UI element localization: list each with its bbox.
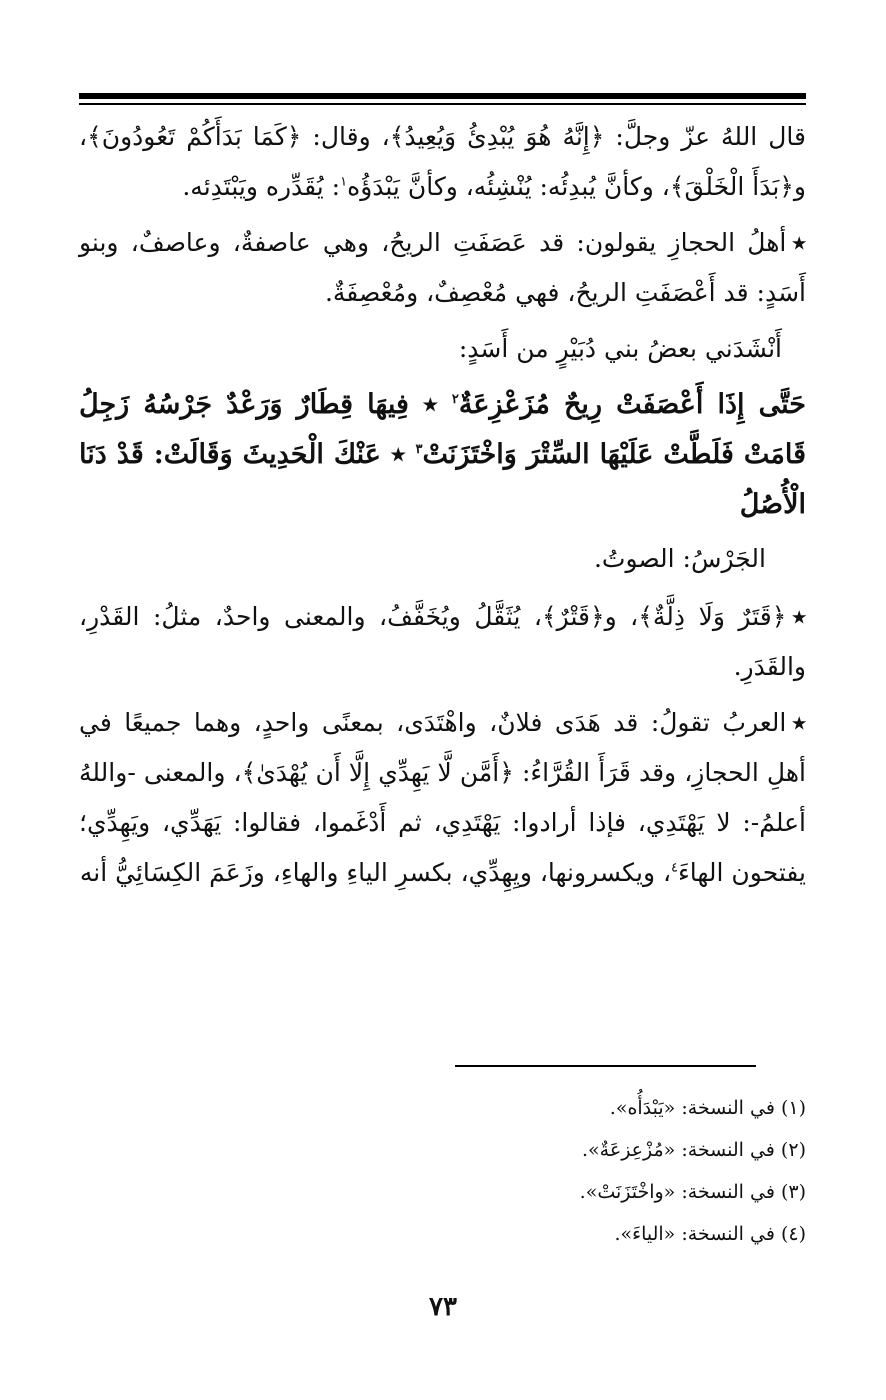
paragraph-5-tail: ، ويكسرونها، ويِهِدِّي، بكسرِ الياءِ والهاءِ، وزَعَمَ الكِسَائِيُّ أنه — [79, 858, 672, 887]
footnote-separator — [455, 1065, 756, 1067]
header-rule-thick — [79, 93, 806, 99]
page-number: ٧٣ — [429, 1292, 457, 1322]
paragraph-3 — [79, 324, 806, 374]
page-body — [79, 112, 806, 904]
paragraph-4 — [79, 592, 806, 692]
footnote-1: (١) في النسخة: «يَبْدَأُه». — [609, 1097, 806, 1119]
gloss-line: الجَرْسُ: الصوتُ. — [593, 544, 766, 573]
poem-separator: ٭ — [423, 389, 438, 420]
paragraph-1-tail: : يُقَدِّره ويَبْتَدِئه. — [182, 172, 341, 201]
paragraph-2-text: أهلُ الحجازِ يقولون: قد عَصَفَتِ الريحُ، وهي عاصفةٌ، وعاصفٌ، وبنو أَسَدٍ: قد أَعْصَفَتِ الريحُ، فهي مُعْصِفٌ، ومُعْصِفَةٌ. — [79, 228, 806, 307]
footnote-ref-4: ٤ — [671, 860, 679, 876]
poem-line-1-hemistich-a: حَتَّى إِذَا أَعْصَفَتْ رِيحٌ مُزَعْزِعَةٌ — [458, 389, 806, 420]
poem-line-1 — [79, 380, 806, 430]
footnote-3: (٣) في النسخة: «واخْتَزَنَتْ». — [579, 1181, 806, 1203]
paragraph-4-text: ﴿قَتَرٌ وَلَا ذِلَّةٌ﴾، و﴿قَتْرٌ﴾، يُثَقَّلُ ويُخَفَّفُ، والمعنى واحدٌ، مثلُ: القَدْرِ، والقَدَرِ. — [79, 602, 806, 681]
footnote-ref-3: ٣ — [415, 442, 423, 457]
poem-line-2-hemistich-b: عَنْكَ الْحَدِيثَ وَقَالَتْ: قَدْ دَنَا الْأُصُلُ — [79, 439, 806, 520]
poem-separator: ٭ — [390, 439, 406, 470]
paragraph-5-text: العربُ تقولُ: قد هَدَى فلانٌ، واهْتَدَى، بمعنًى واحدٍ، وهما جميعًا في أهلِ الحجازِ، وقد قَرَأَ القُرَّاءُ: ﴿أَمَّن لَّا يَهِدِّي إِلَّا أَن يُهْدَىٰ﴾، والمعنى -واللهُ أعلمُ-: لا يَهْتَدِي، فإذا أرادوا: يَهْتَدِي، ثم أَدْغَموا، فقالوا: يَهَدِّي، ويَهِدِّي؛ يفتحون الهاءَ — [79, 708, 806, 887]
poem-line-1-hemistich-b: فِيهَا قِطَارٌ وَرَعْدٌ جَرْسُهُ زَجِلُ — [79, 389, 409, 420]
paragraph-5 — [79, 698, 806, 898]
asterisk-marker: ٭ — [792, 602, 806, 631]
header-rule-thin — [79, 103, 806, 105]
paragraph-3-text: أَنْشَدَني بعضُ بني دُبَيْرٍ من أَسَدٍ: — [458, 334, 782, 363]
footnote-ref-1: ١ — [340, 174, 348, 190]
poem-line-2-hemistich-a: قَامَتْ فَلَطَّتْ عَلَيْهَا السِّتْرَ وَاخْتَزَنَتْ — [422, 439, 806, 470]
footnotes — [79, 1090, 806, 1258]
footnote-ref-2: ٢ — [451, 392, 459, 407]
paragraph-1 — [79, 112, 806, 212]
paragraph-2 — [79, 218, 806, 318]
footnote-4: (٤) في النسخة: «الياءَ». — [614, 1223, 806, 1245]
paragraph-1-text: قال اللهُ عزّ وجلَّ: ﴿إِنَّهُ هُوَ يُبْدِئُ وَيُعِيدُ﴾، وقال: ﴿كَمَا بَدَأَكُمْ تَعُودُونَ﴾، و﴿بَدَأَ الْخَلْقَ﴾، وكأنَّ يُبدِئُه: يُنْشِئُه، وكأنَّ يَبْدَؤُه — [79, 122, 806, 201]
asterisk-marker: ٭ — [792, 708, 806, 737]
asterisk-marker: ٭ — [792, 228, 806, 257]
footnote-2: (٢) في النسخة: «مُزْعِزعَةٌ». — [582, 1139, 806, 1161]
poem-line-2 — [79, 430, 806, 530]
